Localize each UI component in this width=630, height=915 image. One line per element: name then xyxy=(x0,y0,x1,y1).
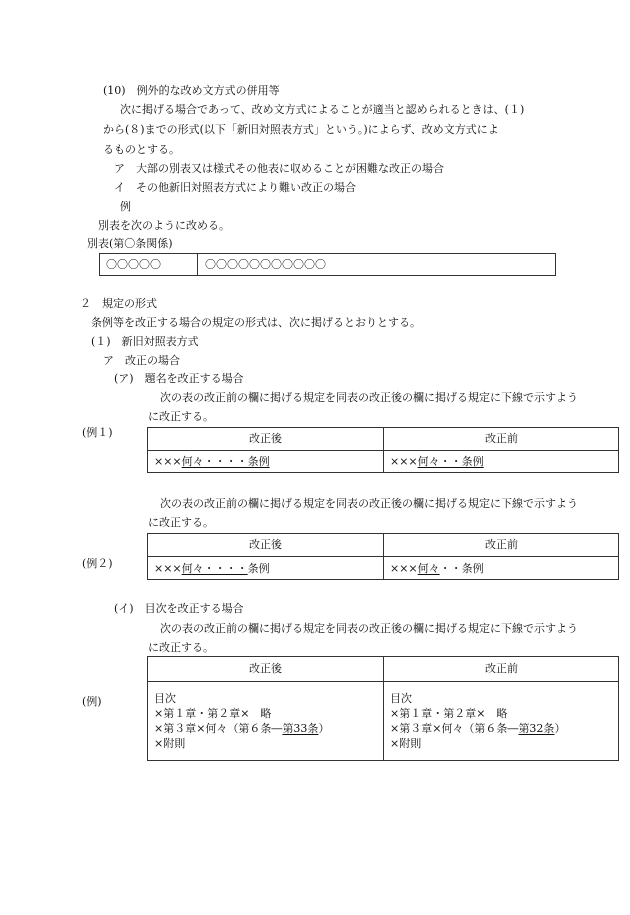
example2-after-text: ×××何々・・・・条例 xyxy=(154,562,270,575)
example2-table xyxy=(147,533,619,580)
section2-intro: 条例等を改正する場合の規定の形式は、次に掲げるとおりとする。 xyxy=(91,316,421,329)
example1-label: (例１) xyxy=(82,426,113,439)
table-divider xyxy=(197,254,198,275)
example2-before-text: ×××何々・・条例 xyxy=(390,562,484,575)
case-a-instruction-line2: に改正する。 xyxy=(148,410,214,423)
section10-item-i: イ その他新旧対照表方式により難い改正の場合 xyxy=(114,181,356,194)
case-i-instruction-line2: に改正する。 xyxy=(148,641,214,654)
toc-after-line3: ×第３章×何々（第６条―第33条） xyxy=(154,722,330,735)
section10-table-cell2: 〇〇〇〇〇〇〇〇〇〇〇 xyxy=(205,258,326,271)
section2-heading: ２ 規定の形式 xyxy=(80,297,157,310)
toc-before-line1: 目次 xyxy=(390,692,412,705)
table-divider xyxy=(148,450,618,451)
example3-label: (例) xyxy=(82,695,102,708)
header-after: 改正後 xyxy=(249,538,282,551)
example2-instruction-line2: に改正する。 xyxy=(148,516,214,529)
toc-before-line2: ×第１章・第２章× 略 xyxy=(390,707,508,720)
example2-instruction-line1: 次の表の改正前の欄に掲げる規定を同表の改正後の欄に掲げる規定に下線で示すよう xyxy=(160,497,578,510)
section10-paragraph-line1: 次に掲げる場合であって、改め文方式によることが適当と認められるときは、(１) xyxy=(120,103,525,116)
case-a-instruction-line1: 次の表の改正前の欄に掲げる規定を同表の改正後の欄に掲げる規定に下線で示すよう xyxy=(160,391,578,404)
table-divider xyxy=(148,681,618,682)
section2-sub1: (１) 新旧対照表方式 xyxy=(91,335,199,348)
example1-table xyxy=(147,427,619,473)
section2-sub1a: ア 改正の場合 xyxy=(103,354,180,367)
case-a-title: (ア) 題名を改正する場合 xyxy=(114,372,244,385)
section10-paragraph-line3: るものとする。 xyxy=(103,143,180,156)
case-i-instruction-line1: 次の表の改正前の欄に掲げる規定を同表の改正後の欄に掲げる規定に下線で示すよう xyxy=(160,622,578,635)
section10-item-a: ア 大部の別表又は様式その他表に収めることが困難な改正の場合 xyxy=(114,162,444,175)
section10-example-label: 例 xyxy=(120,200,131,213)
section10-paragraph-line2: から(８)までの形式(以下「新旧対照表方式」という。)によらず、改め文方式によ xyxy=(103,123,499,136)
header-before: 改正前 xyxy=(485,538,518,551)
section10-table-caption: 別表(第〇条関係) xyxy=(87,237,173,250)
section10-heading: (10) 例外的な改め文方式の併用等 xyxy=(103,84,280,97)
toc-before-line4: ×附則 xyxy=(390,737,422,750)
header-before: 改正前 xyxy=(485,662,518,675)
toc-after-line1: 目次 xyxy=(154,692,176,705)
header-before: 改正前 xyxy=(485,432,518,445)
example3-table xyxy=(147,656,619,761)
header-after: 改正後 xyxy=(249,662,282,675)
section10-table xyxy=(99,253,556,276)
table-divider xyxy=(148,556,618,557)
toc-after-line4: ×附則 xyxy=(154,737,186,750)
example1-before-text: ×××何々・・条例 xyxy=(390,455,484,468)
toc-before-line3: ×第３章×何々（第６条―第32条） xyxy=(390,722,566,735)
section10-example-text: 別表を次のように改める。 xyxy=(98,219,230,232)
section10-table-cell1: 〇〇〇〇〇 xyxy=(106,258,161,271)
header-after: 改正後 xyxy=(249,432,282,445)
toc-after-line2: ×第１章・第２章× 略 xyxy=(154,707,272,720)
case-i-title: (イ) 目次を改正する場合 xyxy=(114,602,244,615)
example1-after-text: ×××何々・・・・条例 xyxy=(154,455,270,468)
example2-label: (例２) xyxy=(82,557,113,570)
